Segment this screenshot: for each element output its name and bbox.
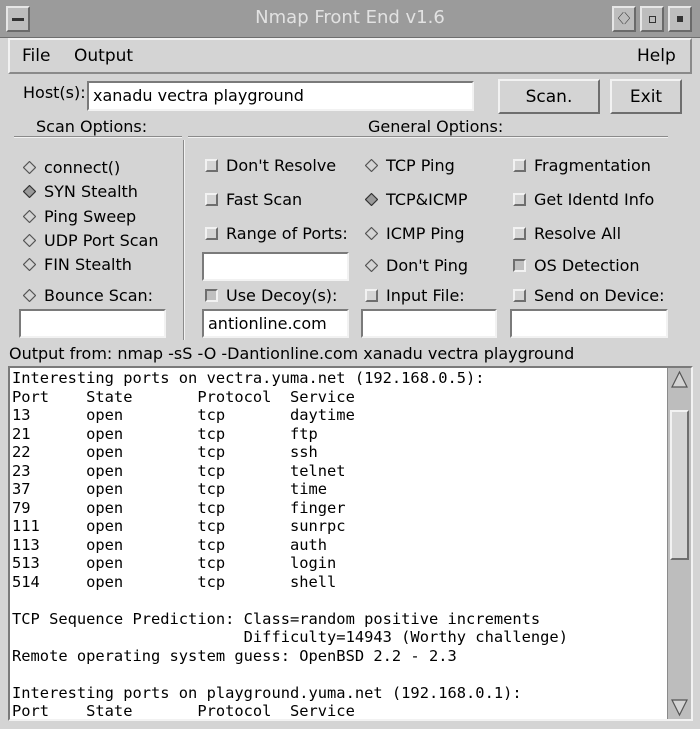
check-dont-resolve[interactable] bbox=[205, 156, 336, 175]
title-bar[interactable] bbox=[0, 0, 700, 38]
radio-syn-stealth-label: SYN Stealth bbox=[44, 182, 138, 201]
close-icon bbox=[677, 16, 683, 22]
checkbox-icon bbox=[205, 227, 218, 240]
check-send-on-device-label: Send on Device: bbox=[534, 286, 665, 305]
decoys-input[interactable]: antionline.com bbox=[202, 309, 349, 338]
input-file-input[interactable] bbox=[361, 309, 497, 338]
general-options-divider bbox=[188, 136, 668, 138]
host-label: Host(s): bbox=[23, 83, 86, 102]
check-get-identd-info[interactable] bbox=[513, 190, 654, 209]
radio-dont-ping-label: Don't Ping bbox=[386, 256, 469, 275]
checkbox-icon bbox=[513, 227, 526, 240]
menu-help[interactable]: Help bbox=[637, 46, 676, 66]
output-textarea[interactable] bbox=[8, 366, 693, 721]
check-send-on-device[interactable] bbox=[513, 286, 665, 305]
menu-bar bbox=[8, 38, 692, 74]
checkbox-icon bbox=[365, 289, 378, 302]
check-range-of-ports[interactable] bbox=[205, 224, 348, 243]
check-range-of-ports-label: Range of Ports: bbox=[226, 224, 348, 243]
diamond-radio-icon bbox=[365, 227, 378, 240]
radio-dont-ping[interactable] bbox=[365, 256, 468, 275]
check-use-decoys[interactable] bbox=[205, 286, 337, 305]
check-os-detection-label: OS Detection bbox=[534, 256, 640, 275]
diamond-radio-icon bbox=[23, 289, 36, 302]
radio-connect[interactable] bbox=[23, 158, 120, 177]
radio-udp-port-scan[interactable] bbox=[23, 231, 158, 250]
diamond-button[interactable] bbox=[612, 6, 636, 32]
scan-options-title: Scan Options: bbox=[36, 117, 148, 136]
radio-tcp-icmp[interactable] bbox=[365, 190, 467, 209]
output-scrollbar[interactable] bbox=[667, 368, 691, 719]
check-get-identd-info-label: Get Identd Info bbox=[534, 190, 655, 209]
checkbox-icon bbox=[513, 159, 526, 172]
radio-syn-stealth[interactable] bbox=[23, 182, 138, 201]
range-of-ports-input[interactable] bbox=[202, 252, 349, 281]
output-text: Interesting ports on vectra.yuma.net (192.168.0.5): Port State Protocol Service 13 open tcp daytime 21 open tcp ftp 22 open tcp ssh 23 open tcp telnet 37 open tcp time 79 open tcp finger 111 open tcp sunrpc 113 open tcp auth 513 open tcp login 514 open tcp shell TCP Sequence Prediction: Class=random positive increments Difficulty=14943 (Worthy challenge) Remote operating system guess: OpenBSD 2.2 - 2.3 Interesting ports on playground.yuma.net (192.168.0.1): Port State Protocol Service bbox=[12, 369, 568, 720]
scrollbar-thumb[interactable] bbox=[670, 410, 689, 560]
scroll-down-arrow-icon[interactable] bbox=[670, 698, 689, 717]
radio-tcp-ping-label: TCP Ping bbox=[386, 156, 455, 175]
radio-ping-sweep-label: Ping Sweep bbox=[44, 207, 137, 226]
checkbox-icon bbox=[205, 193, 218, 206]
bounce-scan-input[interactable] bbox=[19, 309, 166, 338]
scan-button[interactable]: Scan. bbox=[498, 79, 600, 114]
check-fast-scan[interactable] bbox=[205, 190, 302, 209]
diamond-radio-icon bbox=[23, 258, 36, 271]
close-button[interactable] bbox=[668, 6, 692, 32]
general-options-title: General Options: bbox=[368, 117, 504, 136]
diamond-radio-icon bbox=[365, 259, 378, 272]
check-dont-resolve-label: Don't Resolve bbox=[226, 156, 337, 175]
diamond-radio-icon bbox=[365, 159, 378, 172]
radio-fin-stealth-label: FIN Stealth bbox=[44, 255, 132, 274]
checkbox-icon bbox=[513, 193, 526, 206]
scroll-up-arrow-icon[interactable] bbox=[670, 370, 689, 389]
send-on-device-input[interactable] bbox=[510, 309, 668, 338]
check-input-file-label: Input File: bbox=[386, 286, 465, 305]
checkbox-checked-icon bbox=[513, 259, 526, 272]
restore-button[interactable] bbox=[640, 6, 664, 32]
host-input[interactable]: xanadu vectra playground bbox=[87, 81, 474, 111]
diamond-radio-selected-icon bbox=[23, 185, 36, 198]
radio-ping-sweep[interactable] bbox=[23, 207, 136, 226]
menu-output[interactable]: Output bbox=[74, 46, 134, 66]
check-fast-scan-label: Fast Scan bbox=[226, 190, 303, 209]
scan-options-divider bbox=[14, 136, 182, 138]
check-os-detection[interactable] bbox=[513, 256, 640, 275]
options-separator bbox=[183, 140, 185, 340]
check-use-decoys-label: Use Decoy(s): bbox=[226, 286, 338, 305]
radio-icmp-ping-label: ICMP Ping bbox=[386, 224, 465, 243]
restore-icon bbox=[649, 16, 656, 23]
check-input-file[interactable] bbox=[365, 286, 465, 305]
radio-udp-port-scan-label: UDP Port Scan bbox=[44, 231, 159, 250]
exit-button[interactable]: Exit bbox=[610, 79, 682, 114]
radio-bounce-scan-label: Bounce Scan: bbox=[44, 286, 154, 305]
check-fragmentation[interactable] bbox=[513, 156, 651, 175]
diamond-icon: 〈〉 bbox=[611, 11, 638, 27]
menu-file[interactable]: File bbox=[22, 46, 51, 66]
radio-tcp-ping[interactable] bbox=[365, 156, 455, 175]
output-command-label: Output from: nmap -sS -O -Dantionline.com xanadu vectra playground bbox=[9, 344, 575, 363]
checkbox-icon bbox=[205, 159, 218, 172]
radio-fin-stealth[interactable] bbox=[23, 255, 132, 274]
diamond-radio-icon bbox=[23, 210, 36, 223]
window-title: Nmap Front End v1.6 bbox=[255, 7, 445, 28]
radio-icmp-ping[interactable] bbox=[365, 224, 464, 243]
checkbox-icon bbox=[513, 289, 526, 302]
diamond-radio-selected-icon bbox=[365, 193, 378, 206]
radio-bounce-scan[interactable] bbox=[23, 286, 153, 305]
radio-connect-label: connect() bbox=[44, 158, 121, 177]
checkbox-checked-icon bbox=[205, 289, 218, 302]
diamond-radio-icon bbox=[23, 161, 36, 174]
radio-tcp-icmp-label: TCP&ICMP bbox=[386, 190, 468, 209]
diamond-radio-icon bbox=[23, 234, 36, 247]
check-resolve-all-label: Resolve All bbox=[534, 224, 622, 243]
check-resolve-all[interactable] bbox=[513, 224, 621, 243]
check-fragmentation-label: Fragmentation bbox=[534, 156, 651, 175]
